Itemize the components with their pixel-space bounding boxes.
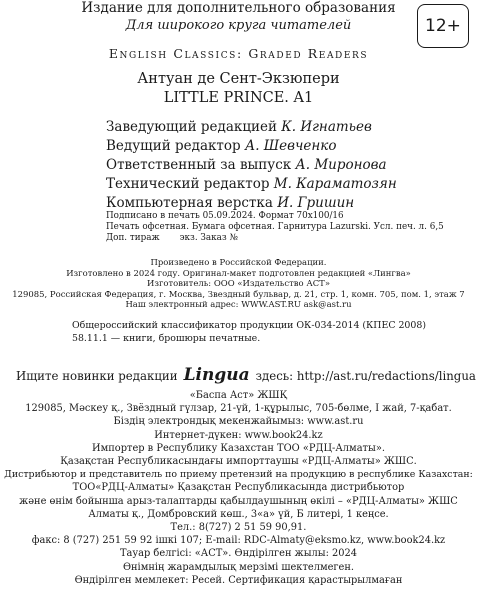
kz-line: Біздің электрондық мекенжайымыз: www.ast.ru: [113, 416, 364, 428]
age-rating-badge: 12+: [417, 4, 469, 48]
staff-row: [106, 176, 397, 195]
kz-line: Тауар белгісі: «АСТ». Өндірілген жылы: 2024: [119, 548, 358, 560]
kz-line: Дистрибьютор и представитель по приему претензий на продукцию в республике Казахстан:: [4, 469, 473, 481]
staff-name: А. Шевченко: [244, 138, 337, 154]
staff-role: Компьютерная верстка: [106, 195, 273, 211]
order-number: экз. Заказ №: [179, 233, 238, 243]
book-author: Антуан де Сент-Экзюпери: [137, 71, 340, 87]
classifier-line: Общероссийский классификатор продукции ОК-034-2014 (КПЕС 2008): [72, 320, 426, 331]
kz-line: Қазақстан Республикасындағы импорттаушы «РДЦ-Алматы» ЖШС.: [60, 456, 417, 468]
production-line: Произведено в Российской Федерации.: [150, 257, 327, 267]
lingua-logo: Lingua: [183, 365, 250, 385]
kz-line: және өнім бойынша арыз-талаптарды қабылдаушының өкілі – «РДЦ-Алматы» ЖШС: [19, 495, 458, 507]
print-run: Доп. тираж: [106, 233, 160, 243]
editorial-staff: [106, 119, 397, 214]
product-classifier: [72, 320, 426, 345]
print-line: [106, 233, 444, 244]
staff-role: Технический редактор: [106, 176, 270, 192]
kz-line: факс: 8 (727) 251 59 92 ішкі 107; E-mail: RDC-Almaty@eksmo.kz, www.book24.kz: [31, 535, 446, 547]
kz-line: Импортер в Республику Казахстан ТОО «РДЦ-Алматы».: [92, 442, 385, 454]
kz-line: «Баспа Аст» ЖШҚ: [189, 390, 288, 401]
kz-line: Тел.: 8(727) 2 51 59 90,91.: [170, 522, 307, 534]
staff-name: А. Миронова: [295, 157, 387, 173]
search-text: Ищите новинки редакции: [16, 369, 178, 383]
kz-line: Өндірілген мемлекет: Ресей. Сертификация қарастырылмаған: [74, 574, 403, 586]
staff-row: [106, 157, 397, 176]
kazakhstan-info: [0, 389, 477, 587]
staff-role: Ответственный за выпуск: [106, 157, 292, 173]
kz-line: ТОО«РДЦ-Алматы» Қазақстан Республикасында дистрибьютор: [72, 482, 405, 494]
staff-name: К. Игнатьев: [281, 119, 372, 135]
kz-line: Алматы қ., Домбровский көш., 3«а» үй, Б литері, 1 кеңсе.: [88, 508, 389, 520]
print-line: Подписано в печать 05.09.2024. Формат 70х100/16: [106, 211, 344, 221]
staff-row: [106, 138, 397, 157]
edition-purpose: Издание для дополнительного образования: [81, 0, 396, 16]
kz-line: 129085, Мәскеу қ., Звёздный гүлзар, 21-үй, 1-құрылыс, 705-бөлме, I жай, 7-қабат.: [25, 403, 452, 415]
kz-line: Өнімнің жарамдылық мерзімі шектелмеген.: [122, 561, 355, 573]
classifier-line: 58.11.1 — книги, брошюры печатные.: [72, 332, 261, 344]
production-line: Наш электронный адрес: WWW.AST.RU ask@ast.ru: [125, 299, 352, 309]
production-line: Изготовитель: ООО «Издательство АСТ»: [147, 278, 330, 288]
production-line: 129085, Российская Федерация, г. Москва, Звездный бульвар, д. 21, стр. 1, комн. 705, пом. 1, этаж 7: [12, 288, 465, 299]
production-line: Изготовлено в 2024 году. Оригинал-макет подготовлен редакцией «Лингва»: [66, 267, 411, 278]
staff-name: И. Гришин: [277, 195, 355, 211]
search-link-text: здесь: http://ast.ru/redactions/lingua: [255, 369, 476, 383]
staff-name: М. Караматозян: [273, 176, 397, 192]
staff-role: Ведущий редактор: [106, 138, 241, 154]
staff-row: [106, 119, 397, 138]
audience-note: Для широкого круга читателей: [125, 18, 352, 33]
staff-role: Заведующий редакцией: [106, 119, 277, 135]
book-title: LITTLE PRINCE. A1: [163, 90, 314, 106]
publisher-search-note: [16, 366, 476, 386]
production-info: [0, 257, 477, 310]
kz-line: Интернет-дүкен: www.book24.kz: [154, 429, 323, 441]
series-title: English Classics: Graded Readers: [108, 46, 369, 61]
print-details: [106, 211, 444, 244]
print-line: Печать офсетная. Бумага офсетная. Гарнитура Lazurski. Усл. печ. л. 6,5: [106, 222, 444, 232]
